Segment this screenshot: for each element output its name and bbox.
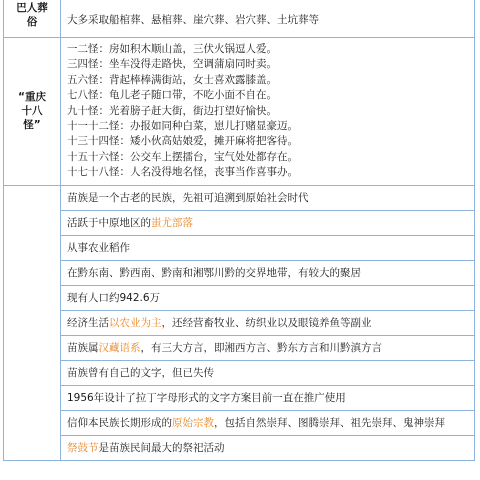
miao-fact-row [4,285,475,310]
fact-text: 现有人口约942.6万 [67,291,161,304]
fact-text: 从事农业稻作 [67,241,130,254]
row-label-miao [4,185,61,460]
oddity-item: 十一十二怪：办报如同种白菜，崽儿打赌显豪迈。 [67,119,298,132]
fact-text: 苗族是一个古老的民族，先祖可追溯到原始社会时代 [67,191,309,204]
miao-fact-row [4,310,475,335]
miao-fact-cell [61,410,475,435]
oddity-item: 十五十六怪：公交车上摆擂台，宝气处处都存在。 [67,150,298,163]
fact-text: 苗族属 [67,341,99,354]
miao-fact-row [4,260,475,285]
fact-text: 经济生活 [67,316,109,329]
oddity-item: 九十怪：光着膀子赶大街，街边打望好愉快。 [67,104,277,117]
row-bashu-burial [4,0,475,38]
oddity-item: 一二怪：房如积木顺山盖，三伏火锅逗人爱。 [67,43,277,55]
row-label-chongqing [4,38,61,186]
miao-fact-row [4,385,475,410]
miao-fact-cell [61,260,475,285]
miao-fact-cell [61,360,475,385]
miao-fact-cell [61,210,475,235]
row-label-bashu-burial [4,0,61,38]
fact-text: 活跃于中原地区的 [67,216,151,229]
fact-text: 在黔东南、黔西南、黔南和湘鄂川黔的交界地带，有较大的聚居 [67,266,361,279]
oddities-list-cell [61,38,475,186]
fact-text: 是苗族民间最大的祭祀活动 [98,441,225,454]
row-chongqing-18-oddities [4,38,475,186]
miao-fact-cell [61,285,475,310]
miao-fact-row [4,410,475,435]
miao-fact-cell [61,385,475,410]
miao-fact-cell [61,235,475,260]
highlighted-term: 原始宗教 [172,416,214,429]
miao-fact-cell [61,335,475,360]
oddity-item: 五六怪：背起棒棒满街站，女士喜欢露膝盖。 [67,73,277,86]
oddity-item: 十三十四怪：矮小伙高姑娘爱，摊开麻将把客待。 [67,135,298,148]
oddity-item: 十七十八怪：人名没得地名怪，丧事当作喜事办。 [67,166,298,179]
miao-fact-cell [61,435,475,460]
fact-text: ，有三大方言，即湘西方言、黔东方言和川黔滇方言 [140,341,382,354]
label-line: 怪” [23,119,41,132]
fact-text: ，还经营畜牧业、纺织业以及眼镜养鱼等副业 [161,316,372,329]
label-line: “重庆 [18,91,46,104]
highlighted-term: 以农业为主 [109,316,162,329]
miao-fact-cell [61,310,475,335]
highlighted-term: 汉藏语系 [98,341,141,354]
miao-fact-row [4,235,475,260]
miao-fact-row [4,360,475,385]
miao-fact-row [4,435,475,460]
oddities-list [67,42,468,181]
fact-text: 1956年设计了拉丁字母形式的文字方案目前一直在推广使用 [67,391,346,404]
miao-fact-cell [61,185,475,210]
miao-fact-row [4,335,475,360]
highlighted-term: 蚩尤部落 [151,216,193,229]
miao-fact-row [4,210,475,235]
highlighted-term: 祭鼓节 [67,441,99,454]
label-line: 俗 [26,16,38,28]
fact-text: 信仰本民族长期形成的 [67,416,172,429]
fact-text: ，包括自然崇拜、图腾崇拜、祖先崇拜、鬼神崇拜 [214,416,445,429]
label-line: 十八 [21,105,43,118]
oddity-item: 七八怪：龟儿老子随口带，不吃小面不自在。 [67,89,277,102]
ethnic-culture-table [3,0,475,461]
oddity-item: 三四怪：坐车没得走路快，空调蒲扇同时卖。 [67,58,277,71]
burial-description: 大多采取船棺葬、悬棺葬、崖穴葬、岩穴葬、土坑葬等 [61,0,475,38]
label-line: 巴人葬 [16,2,48,14]
fact-text: 苗族曾有自己的文字，但已失传 [67,366,214,379]
miao-fact-row [4,185,475,210]
